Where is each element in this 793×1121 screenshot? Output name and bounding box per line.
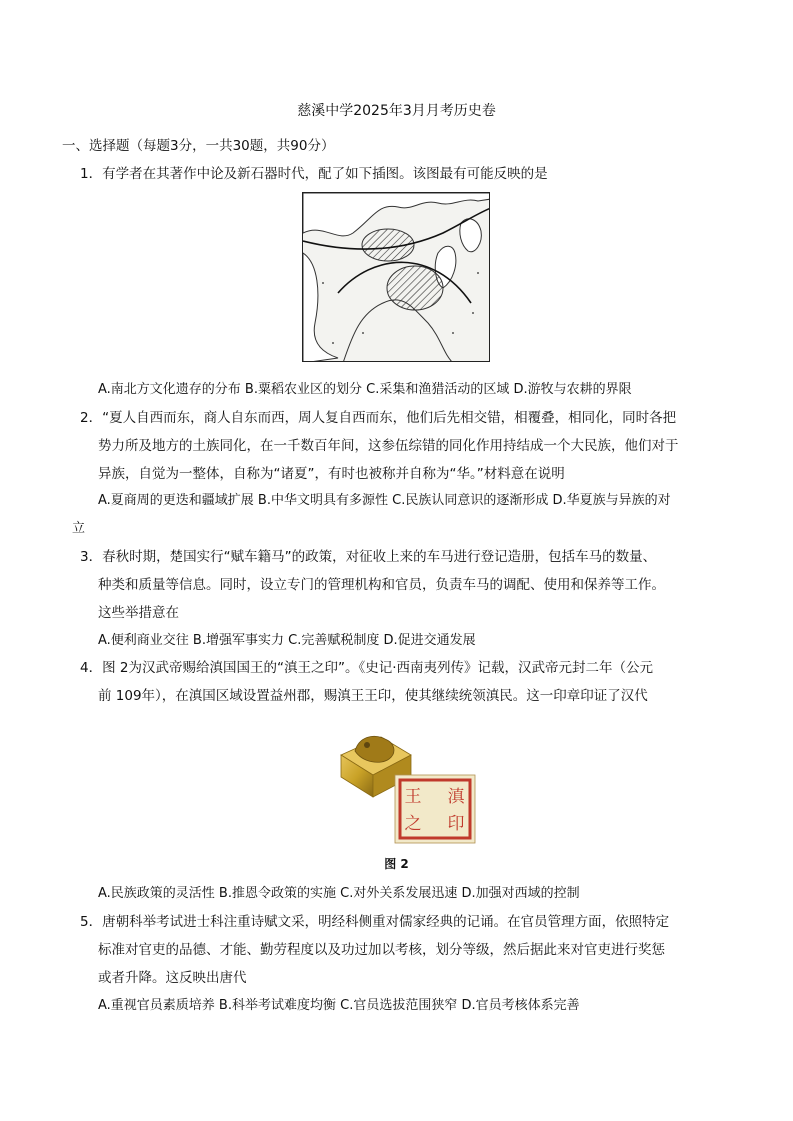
question-3-options: A.便利商业交往 B.增强军事实力 C.完善赋税制度 D.促进交通发展 <box>98 633 476 648</box>
seal-char: 之 <box>404 814 422 834</box>
question-number: 3． <box>80 549 103 565</box>
map-illustration <box>303 193 490 362</box>
seal-char: 印 <box>447 814 465 834</box>
question-4 <box>80 656 653 676</box>
question-2-line-2: 势力所及地方的土族同化，在一千数百年间，这参伍综错的同化作用持结成一个大民族，他们对于 <box>98 438 679 454</box>
question-1 <box>80 162 548 182</box>
figure-caption: 图 2 <box>384 857 409 871</box>
question-3-line-2: 种类和质量等信息。同时，设立专门的管理机构和官员，负责车马的调配、使用和保养等工作。 <box>98 577 665 593</box>
question-1-options: A.南北方文化遗存的分布 B.粟稻农业区的划分 C.采集和渔猎活动的区域 D.游牧与农耕的界限 <box>98 382 632 397</box>
question-2-line-3: 异族，自觉为一整体，自称为“诸夏”，有时也被称并自称为“华。”材料意在说明 <box>98 466 565 482</box>
dian-king-seal-figure <box>333 727 483 847</box>
question-3 <box>80 545 656 565</box>
question-number: 5． <box>80 914 103 930</box>
question-5-options: A.重视官员素质培养 B.科举考试难度均衡 C.官员选拔范围狭窄 D.官员考核体系完善 <box>98 998 580 1013</box>
question-text: 有学者在其著作中论及新石器时代，配了如下插图。该图最有可能反映的是 <box>102 166 548 182</box>
neolithic-map-figure <box>302 192 490 362</box>
question-text: 图 2为汉武帝赐给滇国国王的“滇王之印”。《史记·西南夷列传》记载，汉武帝元封二年（公元 <box>102 660 654 676</box>
section-heading: 一、选择题（每题3分，一共30题，共90分） <box>62 138 335 154</box>
question-2 <box>80 406 676 426</box>
page-title: 慈溪中学2025年3月月考历史卷 <box>297 103 496 119</box>
question-number: 2． <box>80 410 103 426</box>
question-number: 4． <box>80 660 103 676</box>
question-5-line-3: 或者升降。这反映出唐代 <box>98 970 247 986</box>
question-5 <box>80 910 669 930</box>
question-5-line-2: 标准对官吏的品德、才能、勤劳程度以及功过加以考核，划分等级，然后据此来对官吏进行奖惩 <box>98 942 665 958</box>
seal-image <box>333 727 483 847</box>
question-2-options-wrap: 立 <box>72 521 86 536</box>
question-2-options: A.夏商周的更迭和疆域扩展 B.中华文明具有多源性 C.民族认同意识的逐渐形成 D.华夏族与异族的对 <box>98 493 671 508</box>
seal-char: 王 <box>404 787 422 807</box>
question-3-line-3: 这些举措意在 <box>98 605 179 621</box>
question-4-line-2: 前 109年），在滇国区域设置益州郡，赐滇王王印，使其继续统领滇民。这一印章印证了汉代 <box>98 688 648 704</box>
question-text: 春秋时期，楚国实行“赋车籍马”的政策，对征收上来的车马进行登记造册，包括车马的数量、 <box>102 549 657 565</box>
question-text: “夏人自西而东，商人自东而西，周人复自西而东，他们后先相交错，相覆叠，相同化，同时各把 <box>102 410 677 426</box>
question-text: 唐朝科举考试进士科注重诗赋文采，明经科侧重对儒家经典的记诵。在官员管理方面，依照特定 <box>102 914 670 930</box>
question-4-options: A.民族政策的灵活性 B.推恩令政策的实施 C.对外关系发展迅速 D.加强对西域的控制 <box>98 886 580 901</box>
question-number: 1． <box>80 166 103 182</box>
seal-char: 滇 <box>447 787 465 807</box>
